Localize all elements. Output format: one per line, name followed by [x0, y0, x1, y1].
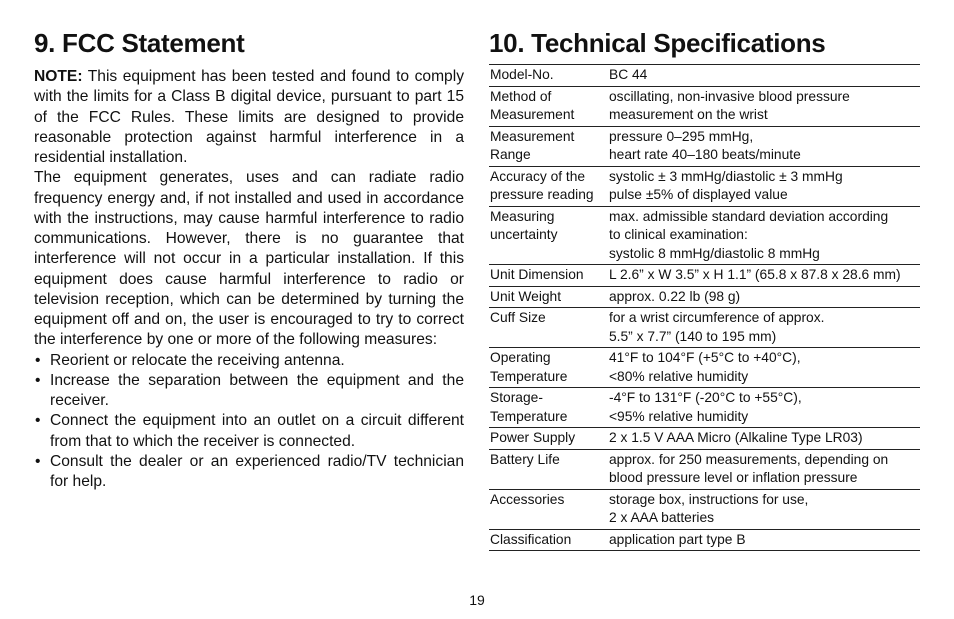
- table-row: [489, 449, 920, 489]
- spec-label: Accessories: [489, 489, 608, 529]
- page-number: 19: [469, 592, 485, 608]
- spec-value: BC 44: [608, 65, 920, 87]
- bullet-icon: •: [35, 371, 41, 389]
- bullet-icon: •: [35, 452, 41, 470]
- spec-value: systolic ± 3 mmHg/diastolic ± 3 mmHg pulse ±5% of displayed value: [608, 166, 920, 206]
- table-row: [489, 86, 920, 126]
- spec-label: Power Supply: [489, 428, 608, 450]
- bullet-text: Increase the separation between the equipment and the receiver.: [50, 371, 464, 409]
- spec-value: 2 x 1.5 V AAA Micro (Alkaline Type LR03): [608, 428, 920, 450]
- table-row: [489, 388, 920, 428]
- table-row: [489, 348, 920, 388]
- table-row: [489, 265, 920, 287]
- spec-label: Unit Weight: [489, 286, 608, 308]
- bullet-icon: •: [35, 351, 41, 369]
- bullet-icon: •: [35, 412, 41, 430]
- specs-heading: 10. Technical Specifications: [489, 28, 826, 58]
- spec-value: storage box, instructions for use, 2 x AAA batteries: [608, 489, 920, 529]
- spec-value: for a wrist circumference of approx. 5.5” x 7.7” (140 to 195 mm): [608, 308, 920, 348]
- spec-label: Operating Temperature: [489, 348, 608, 388]
- table-row: [489, 489, 920, 529]
- spec-value: application part type B: [608, 529, 920, 551]
- note-text: This equipment has been tested and found to comply with the limits for a Class B digital device, pursuant to part 15 of the FCC Rules. These limits are designed to provide reasonable protection against harmful interference in a residential installation.: [34, 68, 464, 166]
- spec-label: Battery Life: [489, 449, 608, 489]
- spec-label: Model-No.: [489, 65, 608, 87]
- list-item: [34, 351, 464, 371]
- fcc-statement-section: [34, 26, 464, 492]
- table-row: [489, 166, 920, 206]
- table-row: [489, 65, 920, 87]
- fcc-note-paragraph: [34, 67, 464, 168]
- fcc-measures-list: [34, 351, 464, 493]
- table-row: [489, 529, 920, 551]
- spec-label: Method of Measurement: [489, 86, 608, 126]
- table-row: [489, 206, 920, 265]
- spec-value: oscillating, non-invasive blood pressure measurement on the wrist: [608, 86, 920, 126]
- bullet-text: Consult the dealer or an experienced radio/TV technician for help.: [50, 452, 464, 490]
- spec-label: Measuring uncertainty: [489, 206, 608, 265]
- spec-label: Accuracy of the pressure reading: [489, 166, 608, 206]
- bullet-text: Connect the equipment into an outlet on a circuit different from that to which the receiver is connected.: [50, 412, 464, 450]
- spec-value: 41°F to 104°F (+5°C to +40°C), <80% relative humidity: [608, 348, 920, 388]
- spec-label: Measurement Range: [489, 126, 608, 166]
- fcc-paragraph-2: The equipment generates, uses and can radiate radio frequency energy and, if not installed and used in accordance with the instructions, may cause harmful interference to radio communications. However, there is no guarantee that interference will not occur in a particular installation. If this equipment does cause harmful interference to radio or television reception, which can be determined by turning the equipment off and on, the user is encouraged to try to correct the interference by one or more of the following measures:: [34, 169, 464, 349]
- spec-value: approx. 0.22 lb (98 g): [608, 286, 920, 308]
- table-row: [489, 428, 920, 450]
- table-row: [489, 126, 920, 166]
- fcc-heading: 9. FCC Statement: [34, 28, 245, 58]
- spec-value: max. admissible standard deviation according to clinical examination: systolic 8 mmHg/diastolic 8 mmHg: [608, 206, 920, 265]
- spec-label: Storage- Temperature: [489, 388, 608, 428]
- technical-specifications-section: [489, 26, 920, 551]
- spec-label: Cuff Size: [489, 308, 608, 348]
- spec-value: approx. for 250 measurements, depending on blood pressure level or inflation pressure: [608, 449, 920, 489]
- list-item: [34, 411, 464, 452]
- spec-label: Classification: [489, 529, 608, 551]
- bullet-text: Reorient or relocate the receiving antenna.: [50, 351, 345, 369]
- note-label: NOTE:: [34, 68, 83, 85]
- spec-value: pressure 0–295 mmHg, heart rate 40–180 beats/minute: [608, 126, 920, 166]
- spec-value: L 2.6” x W 3.5” x H 1.1” (65.8 x 87.8 x 28.6 mm): [608, 265, 920, 287]
- list-item: [34, 452, 464, 493]
- spec-value: -4°F to 131°F (-20°C to +55°C), <95% relative humidity: [608, 388, 920, 428]
- list-item: [34, 371, 464, 412]
- table-row: [489, 286, 920, 308]
- table-row: [489, 308, 920, 348]
- spec-label: Unit Dimension: [489, 265, 608, 287]
- specs-table: [489, 64, 920, 551]
